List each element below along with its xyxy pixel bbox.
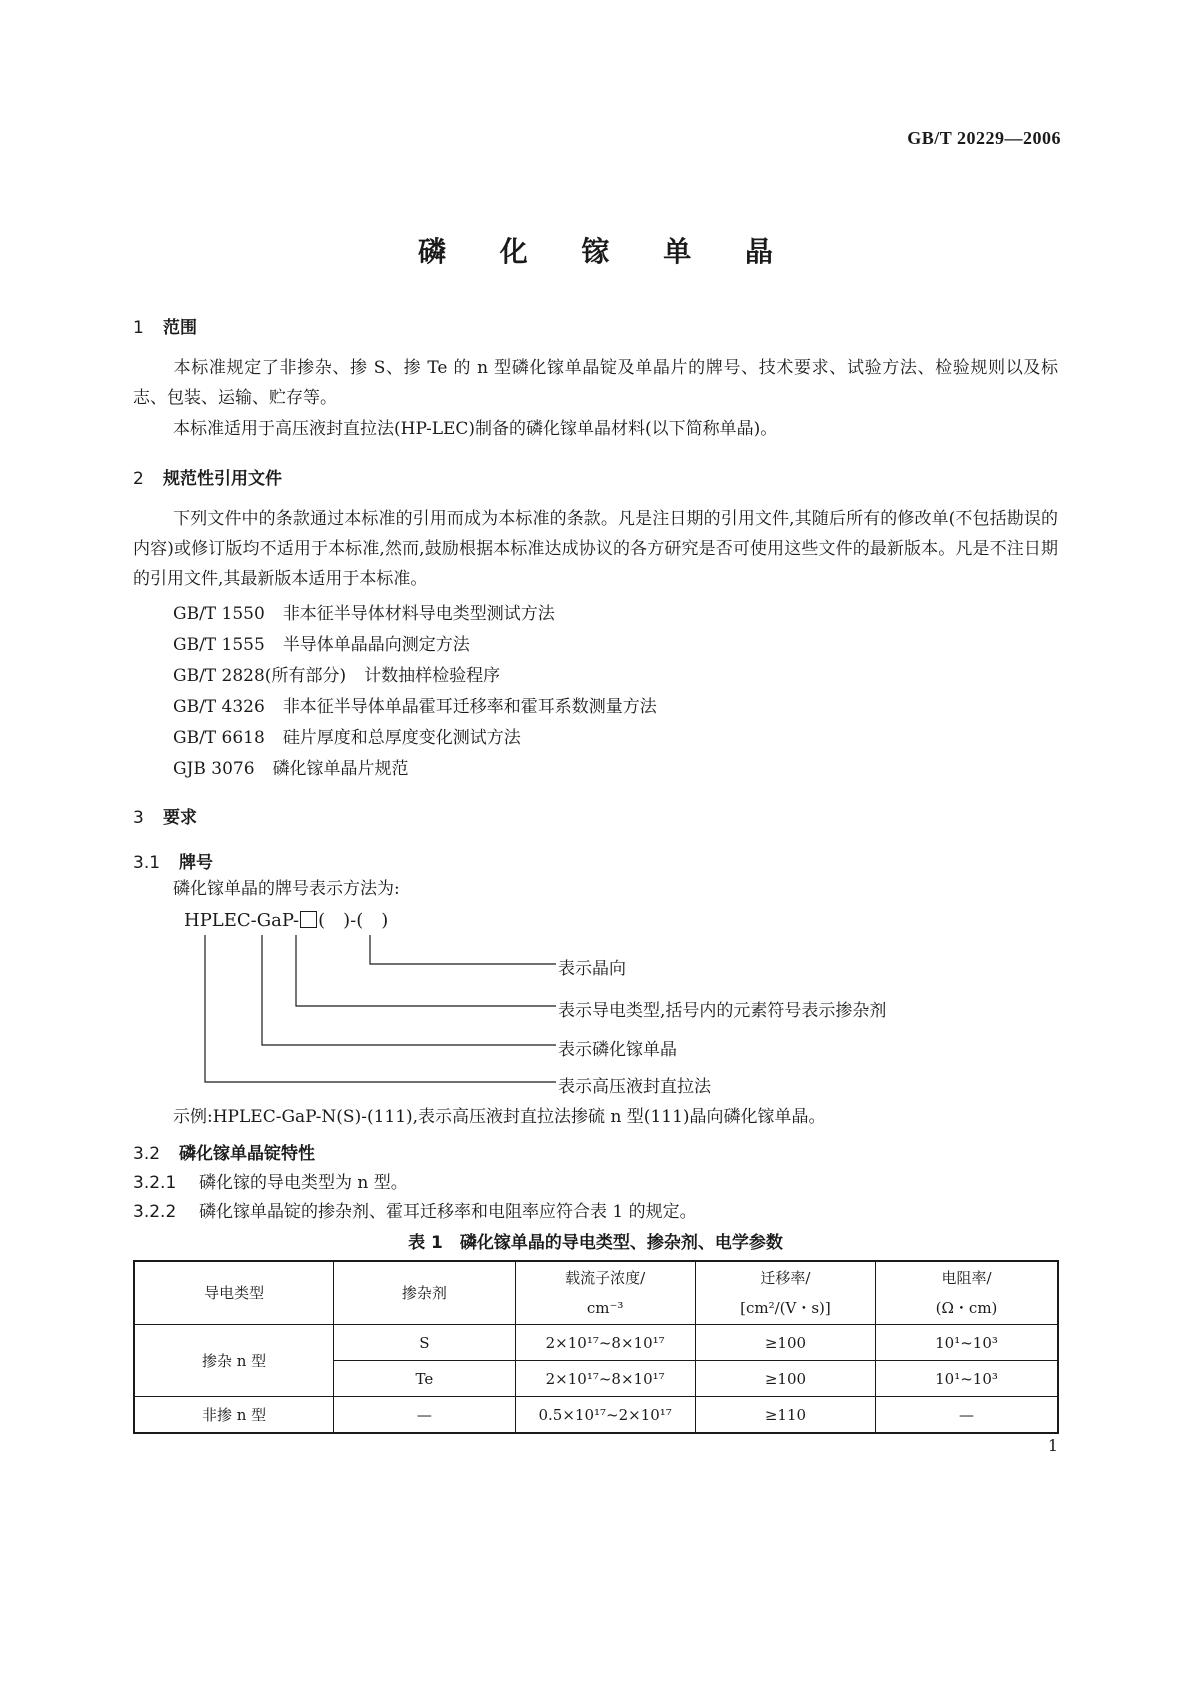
section-2-heading [133, 464, 282, 489]
subsection-title: 牌号 [179, 853, 213, 873]
designation-label-material: 表示磷化镓单晶 [558, 1040, 677, 1060]
reference-title: 磷化镓单晶片规范 [272, 759, 409, 779]
header-line: 电阻率/ [941, 1269, 992, 1287]
designation-suffix: ( )-( ) [318, 910, 389, 931]
clause-number: 3.2.1 [133, 1173, 177, 1193]
subsection-number: 3.2 [133, 1144, 161, 1164]
placeholder-box [300, 911, 317, 928]
cell-dopant: S [334, 1325, 515, 1361]
paragraph-text: 本标准适用于高压液封直拉法(HP-LEC)制备的磷化镓单晶材料(以下简称单晶)。 [173, 419, 778, 439]
cell-mobility: ≥100 [695, 1361, 875, 1397]
reference-item [173, 599, 555, 624]
table-row [134, 1397, 1058, 1434]
reference-code: GB/T 6618 [173, 728, 265, 748]
table-caption: 表 1 磷化镓单晶的导电类型、掺杂剂、电学参数 [408, 1233, 783, 1253]
section-title: 范围 [163, 318, 197, 338]
section-title: 规范性引用文件 [163, 469, 282, 489]
reference-title: 非本征半导体材料导电类型测试方法 [282, 604, 555, 624]
header-unit: (Ω・cm) [935, 1299, 998, 1317]
reference-code: GB/T 2828(所有部分) [173, 666, 347, 686]
cell-resistivity: 10¹~10³ [876, 1325, 1058, 1361]
designation-intro: 磷化镓单晶的牌号表示方法为: [173, 879, 400, 899]
clause-text: 磷化镓单晶锭的掺杂剂、霍耳迁移率和电阻率应符合表 1 的规定。 [199, 1202, 697, 1222]
section-2-paragraph-1 [133, 504, 1058, 594]
section-number: 2 [133, 469, 144, 489]
cell-resistivity: 10¹~10³ [876, 1361, 1058, 1397]
reference-code: GJB 3076 [173, 759, 255, 779]
section-1-paragraph-1 [133, 353, 1058, 413]
cell-resistivity: — [876, 1397, 1058, 1434]
subsection-number: 3.1 [133, 853, 161, 873]
designation-example: 示例:HPLEC-GaP-N(S)-(111),表示高压液封直拉法掺硫 n 型(111)晶向磷化镓单晶。 [173, 1107, 826, 1127]
clause-3-2-2 [133, 1197, 697, 1222]
subsection-3-2-heading [133, 1139, 315, 1164]
section-1-heading [133, 313, 197, 338]
cell-mobility: ≥110 [695, 1397, 875, 1434]
designation-label-conductivity: 表示导电类型,括号内的元素符号表示掺杂剂 [558, 1001, 887, 1021]
cell-mobility: ≥100 [695, 1325, 875, 1361]
section-number: 3 [133, 808, 144, 828]
reference-title: 非本征半导体单晶霍耳迁移率和霍耳系数测量方法 [282, 697, 657, 717]
reference-item [173, 661, 500, 686]
cell-carrier: 0.5×10¹⁷~2×10¹⁷ [515, 1397, 695, 1434]
clause-3-2-1 [133, 1168, 408, 1193]
document-title: 磷 化 镓 单 晶 [418, 235, 795, 268]
header-line: 载流子浓度/ [565, 1269, 646, 1287]
paragraph-text: 本标准规定了非掺杂、掺 S、掺 Te 的 n 型磷化镓单晶锭及单晶片的牌号、技术要求、试验方法、检验规则以及标志、包装、运输、贮存等。 [133, 358, 1058, 408]
designation-code [184, 906, 388, 932]
subsection-3-1-heading [133, 848, 213, 873]
cell-carrier: 2×10¹⁷~8×10¹⁷ [515, 1361, 695, 1397]
header-dopant: 掺杂剂 [334, 1261, 515, 1325]
reference-title: 计数抽样检验程序 [364, 666, 501, 686]
section-number: 1 [133, 318, 144, 338]
clause-number: 3.2.2 [133, 1202, 177, 1222]
header-unit: cm⁻³ [586, 1299, 624, 1317]
reference-item [173, 754, 409, 779]
reference-item [173, 630, 470, 655]
cell-dopant: — [334, 1397, 515, 1434]
designation-label-method: 表示高压液封直拉法 [558, 1077, 711, 1097]
header-mobility [695, 1261, 875, 1325]
subsection-title: 磷化镓单晶锭特性 [179, 1144, 315, 1164]
header-conductivity-type: 导电类型 [134, 1261, 334, 1325]
header-line: 迁移率/ [760, 1269, 811, 1287]
clause-text: 磷化镓的导电类型为 n 型。 [199, 1173, 408, 1193]
header-unit: [cm²/(V・s)] [740, 1299, 831, 1317]
reference-code: GB/T 1555 [173, 635, 265, 655]
cell-dopant: Te [334, 1361, 515, 1397]
designation-prefix: HPLEC-GaP- [184, 910, 300, 931]
header-resistivity [876, 1261, 1058, 1325]
page-number: 1 [1047, 1436, 1058, 1455]
designation-label-orientation: 表示晶向 [558, 959, 626, 979]
reference-item [173, 692, 657, 717]
cell-carrier: 2×10¹⁷~8×10¹⁷ [515, 1325, 695, 1361]
reference-title: 半导体单晶晶向测定方法 [282, 635, 470, 655]
reference-title: 硅片厚度和总厚度变化测试方法 [282, 728, 521, 748]
reference-code: GB/T 1550 [173, 604, 265, 624]
section-3-heading [133, 803, 197, 828]
paragraph-text: 下列文件中的条款通过本标准的引用而成为本标准的条款。凡是注日期的引用文件,其随后所有的修改单(不包括勘误的内容)或修订版均不适用于本标准,然而,鼓励根据本标准达成协议的各方研究是否可使用这些文件的最新版本。凡是不注日期的引用文件,其最新版本适用于本标准。 [133, 509, 1058, 589]
reference-item [173, 723, 521, 748]
cell-type: 掺杂 n 型 [134, 1325, 334, 1397]
cell-type: 非掺 n 型 [134, 1397, 334, 1434]
table-header-row [134, 1261, 1058, 1325]
standard-number: GB/T 20229—2006 [907, 128, 1061, 148]
section-title: 要求 [163, 808, 197, 828]
table-row [134, 1325, 1058, 1361]
header-carrier-concentration [515, 1261, 695, 1325]
table-1 [133, 1260, 1059, 1434]
section-1-paragraph-2 [133, 414, 1058, 444]
reference-code: GB/T 4326 [173, 697, 265, 717]
